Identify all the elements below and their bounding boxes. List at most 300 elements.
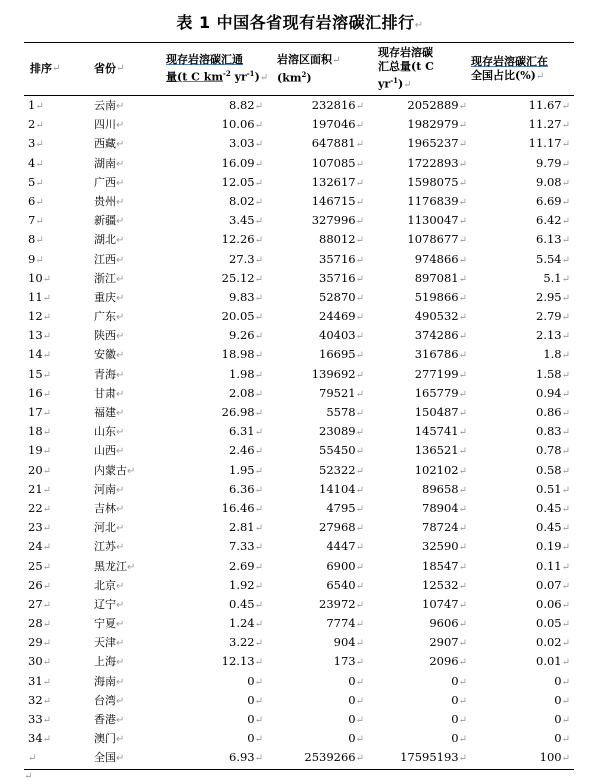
table-row bbox=[0, 691, 600, 710]
total-cell: 974866↵ bbox=[414, 251, 467, 266]
paragraph-mark-icon: ↵ bbox=[116, 580, 125, 592]
province-cell: 河北↵ bbox=[94, 521, 125, 535]
paragraph-mark-icon: ↵ bbox=[355, 369, 364, 381]
paragraph-mark-icon: ↵ bbox=[561, 715, 570, 726]
paragraph-mark-icon: ↵ bbox=[355, 101, 364, 112]
density-cell: 16.46↵ bbox=[221, 500, 263, 515]
paragraph-mark-icon: ↵ bbox=[458, 139, 467, 151]
share-cell: 11.67↵ bbox=[528, 98, 570, 112]
paragraph-mark-icon: ↵ bbox=[116, 695, 125, 707]
table-row bbox=[0, 134, 600, 153]
paragraph-mark-icon: ↵ bbox=[355, 715, 364, 726]
total-cell: 165779↵ bbox=[414, 385, 467, 400]
paragraph-mark-icon: ↵ bbox=[116, 753, 125, 765]
rank-cell: 29↵ bbox=[28, 635, 52, 650]
area-cell: 327996↵ bbox=[311, 213, 364, 228]
total-cell: 136521↵ bbox=[414, 443, 467, 458]
table-row bbox=[0, 595, 600, 614]
paragraph-mark-icon: ↵ bbox=[254, 235, 263, 247]
header-share: 现存岩溶碳汇在 全国占比(%)↵ bbox=[471, 54, 548, 82]
paragraph-mark-icon: ↵ bbox=[561, 753, 570, 765]
paragraph-mark-icon: ↵ bbox=[458, 734, 467, 746]
share-cell: 0.19↵ bbox=[536, 539, 570, 554]
header-total: 现存岩溶碳 汇总量(t C $yr^{-1})↵$ bbox=[378, 45, 434, 91]
paragraph-mark-icon: ↵ bbox=[28, 753, 37, 765]
total-cell: 374286↵ bbox=[414, 328, 467, 343]
province-cell: 云南↵ bbox=[94, 99, 125, 112]
paragraph-mark-icon: ↵ bbox=[254, 465, 263, 477]
share-cell: 0↵ bbox=[554, 673, 570, 688]
table-row bbox=[0, 537, 600, 556]
paragraph-mark-icon: ↵ bbox=[355, 427, 364, 439]
paragraph-mark-icon: ↵ bbox=[561, 503, 570, 515]
area-cell: 35716↵ bbox=[319, 270, 364, 285]
density-cell: 1.98↵ bbox=[229, 366, 263, 381]
paragraph-mark-icon: ↵ bbox=[42, 273, 52, 285]
province-cell: 宁夏↵ bbox=[94, 617, 125, 631]
paragraph-mark-icon: ↵ bbox=[561, 484, 570, 496]
table-row bbox=[0, 403, 600, 422]
paragraph-mark-icon: ↵ bbox=[355, 216, 364, 228]
paragraph-mark-icon: ↵ bbox=[35, 235, 44, 247]
density-cell: 0.45↵ bbox=[229, 596, 263, 611]
paragraph-mark-icon: ↵ bbox=[116, 350, 125, 362]
area-cell: 35716↵ bbox=[319, 251, 364, 266]
density-cell: 9.83↵ bbox=[229, 289, 263, 304]
area-cell: 5578↵ bbox=[326, 405, 364, 419]
paragraph-mark-icon: ↵ bbox=[254, 331, 263, 343]
paragraph-mark-icon: ↵ bbox=[42, 676, 52, 688]
share-cell: 100↵ bbox=[539, 750, 570, 765]
rank-cell: 17↵ bbox=[28, 405, 52, 419]
paragraph-mark-icon: ↵ bbox=[42, 561, 52, 573]
paragraph-mark-icon: ↵ bbox=[561, 638, 570, 650]
table-row bbox=[0, 576, 600, 595]
density-cell: 12.13↵ bbox=[221, 654, 263, 669]
paragraph-mark-icon: ↵ bbox=[254, 177, 263, 189]
paragraph-mark-icon: ↵ bbox=[458, 101, 467, 112]
total-cell: 78724↵ bbox=[422, 520, 467, 535]
rank-cell: 16↵ bbox=[28, 385, 52, 400]
paragraph-mark-icon: ↵ bbox=[561, 446, 570, 458]
total-cell: 897081↵ bbox=[414, 270, 467, 285]
rank-cell: 22↵ bbox=[28, 500, 52, 515]
paragraph-mark-icon: ↵ bbox=[254, 561, 263, 573]
paragraph-mark-icon: ↵ bbox=[355, 158, 364, 170]
share-cell: 6.69↵ bbox=[536, 193, 570, 208]
table-row bbox=[0, 672, 600, 691]
paragraph-mark-icon: ↵ bbox=[561, 235, 570, 247]
rank-cell: 30↵ bbox=[28, 654, 52, 669]
area-cell: 0↵ bbox=[348, 712, 364, 726]
paragraph-mark-icon: ↵ bbox=[116, 523, 125, 535]
total-cell: 0↵ bbox=[451, 692, 467, 707]
area-cell: 27968↵ bbox=[319, 520, 364, 535]
rank-cell: 1↵ bbox=[28, 98, 44, 112]
province-cell: 吉林↵ bbox=[94, 501, 125, 515]
total-cell: 32590↵ bbox=[422, 539, 467, 554]
paragraph-mark-icon: ↵ bbox=[458, 369, 467, 381]
area-cell: 14104↵ bbox=[319, 481, 364, 496]
share-cell: 0.83↵ bbox=[536, 424, 570, 439]
paragraph-mark-icon: ↵ bbox=[561, 216, 570, 228]
paragraph-mark-icon: ↵ bbox=[42, 369, 52, 381]
table-row bbox=[0, 173, 600, 192]
paragraph-mark-icon: ↵ bbox=[561, 331, 570, 343]
rank-cell: 24↵ bbox=[28, 539, 52, 554]
density-cell: 3.45↵ bbox=[229, 213, 263, 228]
paragraph-mark-icon: ↵ bbox=[254, 753, 263, 765]
paragraph-mark-icon: ↵ bbox=[116, 638, 125, 650]
rank-cell: 4↵ bbox=[28, 155, 44, 170]
province-cell: 重庆↵ bbox=[94, 290, 125, 304]
paragraph-mark-icon: ↵ bbox=[116, 292, 125, 304]
paragraph-mark-icon: ↵ bbox=[35, 158, 44, 170]
paragraph-mark-icon: ↵ bbox=[458, 638, 467, 650]
paragraph-mark-icon: ↵ bbox=[355, 388, 364, 400]
paragraph-mark-icon: ↵ bbox=[42, 715, 52, 726]
paragraph-mark-icon: ↵ bbox=[116, 542, 125, 554]
paragraph-mark-icon: ↵ bbox=[42, 657, 52, 669]
province-cell: 北京↵ bbox=[94, 578, 125, 592]
paragraph-mark-icon: ↵ bbox=[458, 523, 467, 535]
density-cell: 8.82↵ bbox=[229, 98, 263, 112]
total-cell: 1722893↵ bbox=[407, 155, 467, 170]
province-cell: 湖南↵ bbox=[94, 156, 125, 170]
paragraph-mark-icon: ↵ bbox=[35, 139, 44, 151]
area-cell: 0↵ bbox=[348, 731, 364, 746]
density-cell: 0↵ bbox=[247, 673, 263, 688]
table-row bbox=[0, 461, 600, 480]
density-cell: 2.81↵ bbox=[229, 520, 263, 535]
paragraph-mark-icon: ↵ bbox=[254, 350, 263, 362]
table-row bbox=[0, 384, 600, 403]
area-cell: 4447↵ bbox=[326, 539, 364, 554]
table-row bbox=[0, 269, 600, 288]
area-cell: 88012↵ bbox=[319, 232, 364, 247]
density-cell: 2.46↵ bbox=[229, 443, 263, 458]
area-cell: 6900↵ bbox=[326, 558, 364, 573]
paragraph-mark-icon: ↵ bbox=[561, 465, 570, 477]
paragraph-mark-icon: ↵ bbox=[561, 369, 570, 381]
paragraph-mark-icon: ↵ bbox=[355, 408, 364, 419]
province-cell: 上海↵ bbox=[94, 655, 125, 669]
paragraph-mark-icon: ↵ bbox=[35, 120, 44, 132]
province-cell: 陕西↵ bbox=[94, 329, 125, 343]
paragraph-mark-icon: ↵ bbox=[116, 446, 125, 458]
paragraph-mark-icon: ↵ bbox=[458, 542, 467, 554]
share-cell: 0↵ bbox=[554, 731, 570, 746]
total-cell: 2052889↵ bbox=[407, 98, 467, 112]
area-cell: 146715↵ bbox=[311, 193, 364, 208]
province-cell: 河南↵ bbox=[94, 482, 125, 496]
paragraph-mark-icon: ↵ bbox=[458, 580, 467, 592]
paragraph-mark-icon: ↵ bbox=[355, 676, 364, 688]
paragraph-mark-icon: ↵ bbox=[561, 292, 570, 304]
province-cell: 澳门↵ bbox=[94, 732, 125, 746]
paragraph-mark-icon: ↵ bbox=[116, 369, 125, 381]
paragraph-mark-icon: ↵ bbox=[458, 561, 467, 573]
paragraph-mark-icon: ↵ bbox=[42, 695, 52, 707]
rank-cell: 28↵ bbox=[28, 616, 52, 631]
paragraph-mark-icon: ↵ bbox=[254, 695, 263, 707]
paragraph-mark-icon: ↵ bbox=[458, 676, 467, 688]
paragraph-mark-icon: ↵ bbox=[561, 619, 570, 631]
density-cell: 2.08↵ bbox=[229, 385, 263, 400]
share-cell: 2.79↵ bbox=[536, 309, 570, 324]
density-cell: 1.95↵ bbox=[229, 462, 263, 477]
total-cell: 12532↵ bbox=[422, 577, 467, 592]
paragraph-mark-icon: ↵ bbox=[561, 388, 570, 400]
rank-cell: 33↵ bbox=[28, 712, 52, 726]
total-cell: 150487↵ bbox=[414, 405, 467, 419]
province-cell: 福建↵ bbox=[94, 406, 125, 419]
paragraph-mark-icon: ↵ bbox=[254, 619, 263, 631]
table-row bbox=[0, 480, 600, 499]
paragraph-mark-icon: ↵ bbox=[458, 484, 467, 496]
paragraph-mark-icon: ↵ bbox=[458, 216, 467, 228]
paragraph-mark-icon: ↵ bbox=[116, 715, 125, 726]
share-cell: 9.79↵ bbox=[536, 155, 570, 170]
total-cell: 1176839↵ bbox=[407, 193, 467, 208]
area-cell: 197046↵ bbox=[311, 117, 364, 132]
paragraph-mark-icon: ↵ bbox=[561, 273, 570, 285]
paragraph-mark-icon: ↵ bbox=[458, 715, 467, 726]
table-row bbox=[0, 154, 600, 173]
area-cell: 107085↵ bbox=[311, 155, 364, 170]
paragraph-mark-icon: ↵ bbox=[355, 273, 364, 285]
paragraph-mark-icon: ↵ bbox=[116, 312, 125, 324]
paragraph-mark-icon: ↵ bbox=[561, 561, 570, 573]
rank-cell: 27↵ bbox=[28, 596, 52, 611]
paragraph-mark-icon: ↵ bbox=[116, 216, 125, 228]
paragraph-mark-icon: ↵ bbox=[116, 101, 125, 112]
paragraph-mark-icon: ↵ bbox=[42, 331, 52, 343]
share-cell: 5.54↵ bbox=[536, 251, 570, 266]
rank-cell: 34↵ bbox=[28, 731, 52, 746]
paragraph-mark-icon: ↵ bbox=[414, 20, 424, 31]
paragraph-mark-icon: ↵ bbox=[355, 350, 364, 362]
paragraph-mark-icon: ↵ bbox=[355, 139, 364, 151]
paragraph-mark-icon: ↵ bbox=[561, 196, 570, 208]
rank-cell: 23↵ bbox=[28, 520, 52, 535]
rank-cell: 13↵ bbox=[28, 328, 52, 343]
paragraph-mark-icon: ↵ bbox=[254, 599, 263, 611]
density-cell: 9.26↵ bbox=[229, 328, 263, 343]
paragraph-mark-icon: ↵ bbox=[458, 465, 467, 477]
rank-cell: 12↵ bbox=[28, 309, 52, 324]
paragraph-mark-icon: ↵ bbox=[458, 331, 467, 343]
paragraph-mark-icon: ↵ bbox=[458, 292, 467, 304]
province-cell: 安徽↵ bbox=[94, 348, 125, 362]
table-row bbox=[0, 557, 600, 576]
density-cell: 3.03↵ bbox=[229, 136, 263, 151]
table-row bbox=[0, 652, 600, 671]
paragraph-mark-icon: ↵ bbox=[42, 350, 52, 362]
table-title bbox=[0, 10, 600, 33]
paragraph-mark-icon: ↵ bbox=[458, 753, 467, 765]
paragraph-mark-icon: ↵ bbox=[355, 484, 364, 496]
area-cell: 232816↵ bbox=[311, 98, 364, 112]
paragraph-mark-icon: ↵ bbox=[355, 177, 364, 189]
province-cell: 香港↵ bbox=[94, 713, 125, 726]
area-cell: 23972↵ bbox=[319, 596, 364, 611]
rank-cell: 31↵ bbox=[28, 673, 52, 688]
share-cell: 0.05↵ bbox=[536, 616, 570, 631]
area-cell: 4795↵ bbox=[326, 500, 364, 515]
density-cell: 25.12↵ bbox=[221, 270, 263, 285]
rank-cell: 5↵ bbox=[28, 174, 44, 189]
paragraph-mark-icon: ↵ bbox=[355, 695, 364, 707]
paragraph-mark-icon: ↵ bbox=[355, 523, 364, 535]
paragraph-mark-icon: ↵ bbox=[561, 734, 570, 746]
rank-cell: 7↵ bbox=[28, 213, 44, 228]
total-cell: 490532↵ bbox=[414, 309, 467, 324]
paragraph-mark-icon: ↵ bbox=[254, 580, 263, 592]
rank-cell: 20↵ bbox=[28, 462, 52, 477]
paragraph-mark-icon: ↵ bbox=[355, 235, 364, 247]
table-row bbox=[0, 192, 600, 211]
table-row bbox=[0, 729, 600, 748]
paragraph-mark-icon: ↵ bbox=[42, 523, 52, 535]
paragraph-mark-icon: ↵ bbox=[561, 580, 570, 592]
paragraph-mark-icon: ↵ bbox=[254, 484, 263, 496]
area-cell: 40403↵ bbox=[319, 328, 364, 343]
paragraph-mark-icon: ↵ bbox=[42, 408, 52, 419]
total-cell: 102102↵ bbox=[414, 462, 467, 477]
province-cell: 内蒙古↵ bbox=[94, 463, 136, 477]
paragraph-mark-icon: ↵ bbox=[254, 638, 263, 650]
rank-cell bbox=[28, 748, 36, 767]
paragraph-mark-icon: ↵ bbox=[42, 638, 52, 650]
area-cell: 0↵ bbox=[348, 673, 364, 688]
paragraph-mark-icon: ↵ bbox=[458, 350, 467, 362]
table-row bbox=[0, 422, 600, 441]
density-cell: 12.26↵ bbox=[221, 232, 263, 247]
header-area: 岩溶区面积↵ $(km^2)$ bbox=[277, 52, 341, 85]
paragraph-mark-icon: ↵ bbox=[458, 312, 467, 324]
table-row bbox=[0, 288, 600, 307]
paragraph-mark-icon: ↵ bbox=[561, 158, 570, 170]
share-cell: 0.06↵ bbox=[536, 596, 570, 611]
paragraph-mark-icon: ↵ bbox=[35, 216, 44, 228]
province-cell: 辽宁↵ bbox=[94, 597, 125, 611]
table-row bbox=[0, 211, 600, 230]
paragraph-mark-icon: ↵ bbox=[355, 196, 364, 208]
share-cell: 0.51↵ bbox=[536, 481, 570, 496]
total-cell: 1965237↵ bbox=[407, 136, 467, 151]
paragraph-mark-icon: ↵ bbox=[355, 331, 364, 343]
density-cell: 8.02↵ bbox=[229, 193, 263, 208]
share-cell: 2.95↵ bbox=[536, 289, 570, 304]
density-cell: 7.33↵ bbox=[229, 539, 263, 554]
province-cell: 湖北↵ bbox=[94, 233, 125, 247]
paragraph-mark-icon: ↵ bbox=[116, 120, 125, 132]
table-row bbox=[0, 250, 600, 269]
paragraph-mark-icon: ↵ bbox=[116, 331, 125, 343]
paragraph-mark-icon: ↵ bbox=[35, 101, 44, 112]
table-row bbox=[0, 633, 600, 652]
province-cell: 西藏↵ bbox=[94, 137, 125, 151]
paragraph-mark-icon: ↵ bbox=[561, 657, 570, 669]
paragraph-mark-icon: ↵ bbox=[254, 503, 263, 515]
table-title-text: 表 1 中国各省现有岩溶碳汇排行 bbox=[176, 13, 415, 32]
share-cell: 0↵ bbox=[554, 712, 570, 726]
area-cell: 647881↵ bbox=[311, 136, 364, 151]
total-cell: 2907↵ bbox=[429, 635, 467, 650]
rank-cell: 21↵ bbox=[28, 481, 52, 496]
area-cell: 24469↵ bbox=[319, 309, 364, 324]
area-cell: 16695↵ bbox=[319, 347, 364, 362]
province-cell: 浙江↵ bbox=[94, 271, 125, 285]
province-cell: 广西↵ bbox=[94, 175, 125, 189]
paragraph-mark-icon: ↵ bbox=[458, 408, 467, 419]
density-cell: 26.98↵ bbox=[221, 405, 263, 419]
paragraph-mark-icon: ↵ bbox=[42, 465, 52, 477]
share-cell: 0.86↵ bbox=[536, 405, 570, 419]
paragraph-mark-icon: ↵ bbox=[561, 254, 570, 266]
density-cell: 27.3↵ bbox=[229, 251, 263, 266]
paragraph-mark-icon: ↵ bbox=[116, 484, 125, 496]
paragraph-mark-icon: ↵ bbox=[561, 139, 570, 151]
paragraph-mark-icon: ↵ bbox=[355, 734, 364, 746]
paragraph-mark-icon: ↵ bbox=[458, 695, 467, 707]
density-cell: 12.05↵ bbox=[221, 174, 263, 189]
total-cell: 145741↵ bbox=[414, 424, 467, 439]
total-cell: 10747↵ bbox=[422, 596, 467, 611]
table-row bbox=[0, 307, 600, 326]
paragraph-mark-icon: ↵ bbox=[355, 753, 364, 765]
paragraph-mark-icon: ↵ bbox=[561, 177, 570, 189]
paragraph-mark-icon: ↵ bbox=[561, 676, 570, 688]
density-cell: 10.06↵ bbox=[221, 117, 263, 132]
table-row bbox=[0, 614, 600, 633]
rank-cell: 18↵ bbox=[28, 424, 52, 439]
total-cell: 78904↵ bbox=[422, 500, 467, 515]
paragraph-mark-icon: ↵ bbox=[42, 446, 52, 458]
paragraph-mark-icon: ↵ bbox=[355, 312, 364, 324]
paragraph-mark-icon: ↵ bbox=[42, 734, 52, 746]
paragraph-mark-icon: ↵ bbox=[116, 139, 125, 151]
total-cell: 89658↵ bbox=[422, 481, 467, 496]
total-cell: 1078677↵ bbox=[407, 232, 467, 247]
paragraph-mark-icon: ↵ bbox=[355, 657, 364, 669]
density-cell: 20.05↵ bbox=[221, 309, 263, 324]
province-cell: 四川↵ bbox=[94, 118, 125, 132]
density-cell: 1.92↵ bbox=[229, 577, 263, 592]
paragraph-mark-icon: ↵ bbox=[254, 196, 263, 208]
paragraph-mark-icon: ↵ bbox=[355, 120, 364, 132]
province-cell: 江西↵ bbox=[94, 252, 125, 266]
density-cell: 6.93↵ bbox=[229, 750, 263, 765]
density-cell: 1.24↵ bbox=[229, 616, 263, 631]
paragraph-mark-icon: ↵ bbox=[116, 388, 125, 400]
table-body bbox=[0, 96, 600, 768]
paragraph-mark-icon: ↵ bbox=[254, 408, 263, 419]
header-rank: 排序 ↵ bbox=[30, 62, 61, 75]
paragraph-mark-icon: ↵ bbox=[254, 120, 263, 132]
paragraph-mark-icon: ↵ bbox=[42, 542, 52, 554]
paragraph-mark-icon: ↵ bbox=[254, 734, 263, 746]
paragraph-mark-icon: ↵ bbox=[355, 638, 364, 650]
density-cell: 6.36↵ bbox=[229, 481, 263, 496]
paragraph-mark-icon: ↵ bbox=[458, 503, 467, 515]
paragraph-mark-icon: ↵ bbox=[116, 196, 125, 208]
table-row bbox=[0, 96, 600, 115]
table-row bbox=[0, 499, 600, 518]
paragraph-mark-icon: ↵ bbox=[458, 158, 467, 170]
paragraph-mark-icon: ↵ bbox=[355, 503, 364, 515]
